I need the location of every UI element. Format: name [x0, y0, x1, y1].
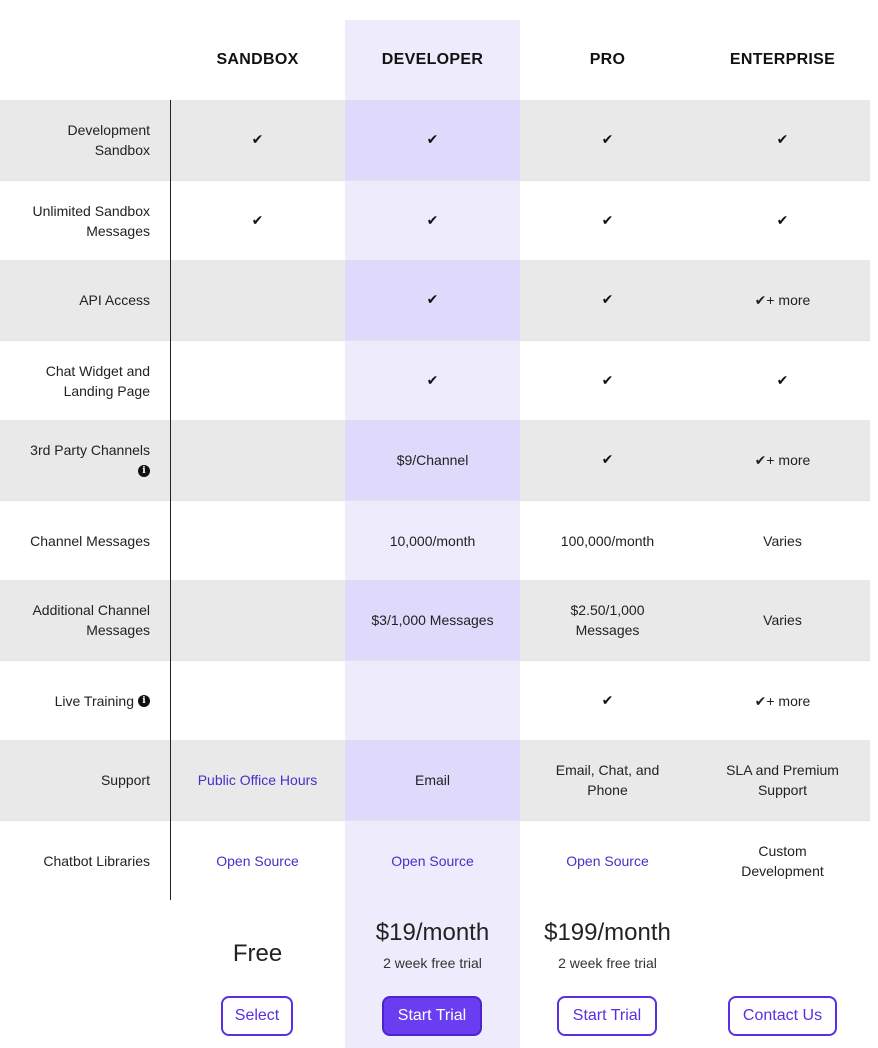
- plan-cell: $3/1,000 Messages: [371, 612, 494, 628]
- table-row: [0, 820, 870, 900]
- label-column-divider: [170, 100, 171, 900]
- check-icon: ✔: [601, 373, 614, 389]
- plan-cell: 10,000/month: [389, 533, 476, 549]
- table-row: [0, 420, 870, 500]
- open-source-link[interactable]: Open Source: [566, 853, 649, 869]
- check-icon: ✔: [776, 373, 789, 389]
- feature-label: 3rd Party Channels i: [30, 442, 150, 477]
- check-icon: ✔: [251, 213, 264, 229]
- table-row: [0, 740, 870, 820]
- plan-header-pro: PRO: [589, 51, 626, 68]
- plan-cell: Custom Development: [741, 843, 824, 879]
- plan-cell: Varies: [763, 612, 802, 628]
- plan-cell: SLA and Premium Support: [726, 762, 839, 798]
- check-more-cell: ✔+ more: [754, 292, 811, 308]
- check-icon: ✔: [776, 213, 789, 229]
- plan-cell: $9/Channel: [396, 452, 469, 468]
- table-row: [0, 340, 870, 420]
- check-icon: ✔: [601, 452, 614, 468]
- check-icon: ✔: [601, 693, 614, 709]
- feature-label: Support: [100, 772, 150, 788]
- plan-header-row: [0, 20, 870, 100]
- plan-cell: $2.50/1,000 Messages: [570, 602, 645, 638]
- feature-table: [0, 100, 870, 900]
- contact-us-button[interactable]: Contact Us: [728, 996, 837, 1036]
- start-trial-pro-button[interactable]: Start Trial: [557, 996, 657, 1036]
- start-trial-developer-button[interactable]: Start Trial: [382, 996, 482, 1036]
- table-row: [0, 660, 870, 740]
- support-link[interactable]: Public Office Hours: [197, 772, 318, 788]
- check-icon: ✔: [601, 132, 614, 148]
- info-icon[interactable]: i: [138, 695, 150, 707]
- table-row: [0, 260, 870, 340]
- check-icon: ✔: [601, 292, 614, 308]
- plan-cell: Email, Chat, and Phone: [555, 762, 660, 798]
- check-icon: ✔: [426, 292, 439, 308]
- plan-cell: Varies: [763, 533, 802, 549]
- price-sandbox: Free: [232, 940, 283, 967]
- feature-label: Development Sandbox: [67, 122, 150, 158]
- plan-cell: Email: [414, 772, 450, 788]
- info-icon[interactable]: i: [138, 465, 150, 477]
- plan-header-enterprise: ENTERPRISE: [729, 51, 836, 68]
- plan-header-developer: DEVELOPER: [381, 51, 484, 68]
- check-icon: ✔: [426, 213, 439, 229]
- table-row: [0, 180, 870, 260]
- price-developer: $19/month 2 week free trial: [375, 919, 490, 971]
- feature-label: Live Training i: [0, 661, 150, 741]
- table-row: [0, 100, 870, 180]
- price-pro: $199/month 2 week free trial: [544, 919, 671, 971]
- plan-header-sandbox: SANDBOX: [216, 51, 299, 68]
- check-icon: ✔: [776, 132, 789, 148]
- feature-label: API Access: [79, 292, 150, 308]
- feature-label: Unlimited Sandbox Messages: [32, 203, 150, 239]
- feature-label: Chat Widget and Landing Page: [45, 363, 150, 399]
- check-icon: ✔: [601, 213, 614, 229]
- check-icon: ✔: [251, 132, 264, 148]
- table-row: [0, 580, 870, 660]
- check-more-cell: ✔+ more: [754, 452, 811, 468]
- check-icon: ✔: [426, 373, 439, 389]
- check-icon: ✔: [426, 132, 439, 148]
- feature-label: Channel Messages: [30, 533, 150, 549]
- table-row: [0, 500, 870, 580]
- open-source-link[interactable]: Open Source: [391, 853, 474, 869]
- feature-label: Chatbot Libraries: [43, 853, 150, 869]
- open-source-link[interactable]: Open Source: [216, 853, 299, 869]
- check-more-cell: ✔+ more: [754, 693, 811, 709]
- feature-label: Additional Channel Messages: [32, 602, 150, 638]
- plan-cell: 100,000/month: [560, 533, 655, 549]
- select-button[interactable]: Select: [221, 996, 293, 1036]
